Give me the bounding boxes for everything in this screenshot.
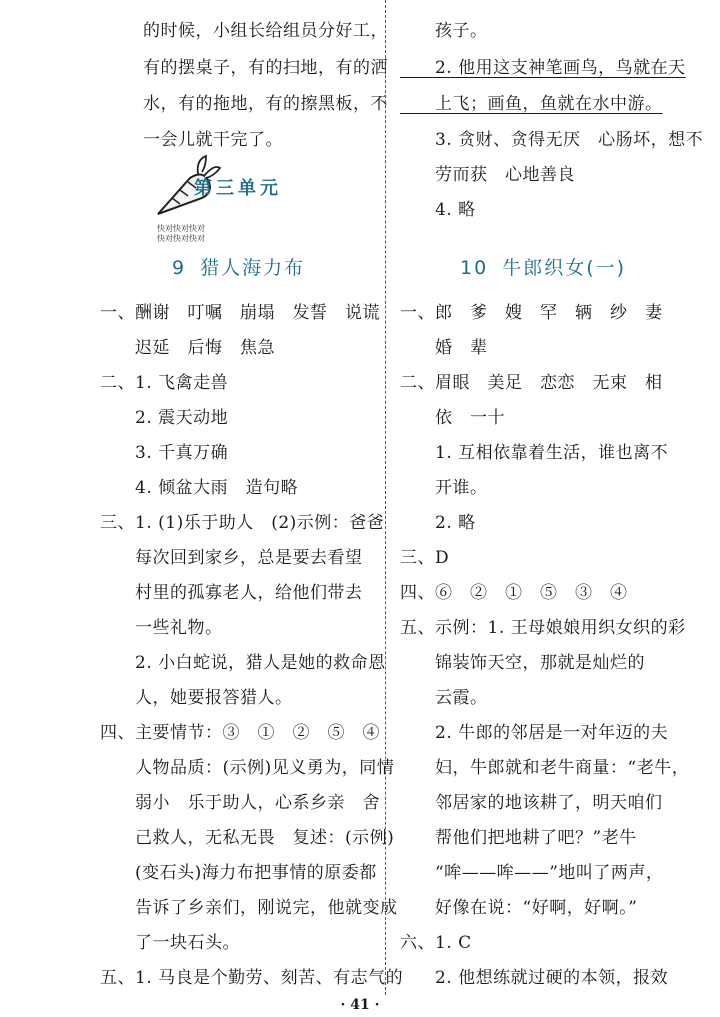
watermark-text: 快对快对快对 <box>157 234 205 243</box>
watermark-text: 快对快对快对 <box>157 224 205 233</box>
text-line: 水，有的拖地，有的擦黑板，不 <box>143 94 388 114</box>
text-line: 的时候，小组长给组员分好工， <box>143 21 388 41</box>
answer-line: 邻居家的地该耕了，明天咱们 <box>400 793 663 813</box>
lesson-name: 牛郎织女(一) <box>502 257 627 279</box>
answer-line: 2. 牛郎的邻居是一对年迈的夫 <box>400 723 669 743</box>
lesson-10-title <box>460 253 626 280</box>
lesson-number: 9 <box>172 257 187 279</box>
answer-line: 村里的孤寡老人，给他们带去 <box>100 583 363 603</box>
answer-line: 3. 千真万确 <box>100 443 229 463</box>
answer-line: 云霞。 <box>400 688 488 708</box>
answer-line: 人物品质：(示例)见义勇为，同情 <box>100 758 395 778</box>
answer-line: 五、示例：1. 王母娘娘用织女织的彩 <box>400 618 686 638</box>
answer-line: 二、1. 飞禽走兽 <box>100 373 229 393</box>
answer-line: 2. 他想练就过硬的本领，报效 <box>400 968 669 988</box>
answer-line: 四、⑥ ② ① ⑤ ③ ④ <box>400 583 628 603</box>
page-number: · 41 · <box>340 997 380 1013</box>
text-line: 一会儿就干完了。 <box>143 130 283 150</box>
answer-line: 锦装饰天空，那就是灿烂的 <box>400 653 645 673</box>
answer-line: 三、1. (1)乐于助人 (2)示例：爸爸 <box>100 513 385 533</box>
answer-line: 己救人，无私无畏 复述：(示例) <box>100 828 395 848</box>
lesson-9-title <box>172 253 305 280</box>
column-divider <box>385 0 386 995</box>
answer-line: 六、1. C <box>400 933 472 953</box>
answer-line: 一、郎 爹 嫂 罕 辆 纱 妻 <box>400 303 663 323</box>
answer-line: “哞——哞——”地叫了两声， <box>400 863 664 883</box>
answer-line: 开谁。 <box>400 478 488 498</box>
text-line: 3. 贪财、贪得无厌 心肠坏，想不 <box>400 130 704 150</box>
answer-line: 了一块石头。 <box>100 933 240 953</box>
lesson-number: 10 <box>460 257 489 279</box>
answer-line: 妇，牛郎就和老牛商量：“老牛， <box>400 758 690 778</box>
text-line: 2. 他用这支神笔画鸟，鸟就在天 <box>400 58 686 78</box>
text-line: 孩子。 <box>400 21 488 41</box>
unit-title: 第三单元 <box>194 178 282 199</box>
answer-line: 三、D <box>400 548 450 568</box>
text-line: 4. 略 <box>400 200 476 220</box>
answer-line: 告诉了乡亲们，刚说完，他就变成 <box>100 898 398 918</box>
answer-line: 五、1. 马良是个勤劳、刻苦、有志气的 <box>100 968 404 988</box>
answer-line: 迟延 后悔 焦急 <box>100 338 275 358</box>
unit-header <box>150 152 300 242</box>
answer-line: 好像在说：“好啊，好啊。” <box>400 898 638 918</box>
answer-line: 一些礼物。 <box>100 618 223 638</box>
answer-line: 2. 震天动地 <box>100 408 229 428</box>
answer-line: 2. 略 <box>400 513 476 533</box>
answer-line: 1. 互相依靠着生活，谁也离不 <box>400 443 669 463</box>
answer-line: 每次回到家乡，总是要去看望 <box>100 548 363 568</box>
answer-line: 4. 倾盆大雨 造句略 <box>100 478 299 498</box>
lesson-name: 猎人海力布 <box>200 257 306 279</box>
answer-line: 弱小 乐于助人，心系乡亲 舍 <box>100 793 380 813</box>
answer-line: 人，她要报答猎人。 <box>100 688 293 708</box>
answer-line: 二、眉眼 美足 恋恋 无束 相 <box>400 373 663 393</box>
answer-line: 一、酬谢 叮嘱 崩塌 发誓 说谎 <box>100 303 380 323</box>
answer-line: 四、主要情节：③ ① ② ⑤ ④ <box>100 723 380 743</box>
answer-line: 婚 辈 <box>400 338 488 358</box>
text-line: 上飞；画鱼，鱼就在水中游。 <box>400 94 663 114</box>
answer-line: (变石头)海力布把事情的原委都 <box>100 863 377 883</box>
answer-line: 依 一十 <box>400 408 505 428</box>
answer-line: 帮他们把地耕了吧？”老牛 <box>400 828 637 848</box>
answer-line: 2. 小白蛇说，猎人是她的救命恩 <box>100 653 386 673</box>
text-line: 劳而获 心地善良 <box>400 165 575 185</box>
text-line: 有的摆桌子，有的扫地，有的洒 <box>143 58 388 78</box>
